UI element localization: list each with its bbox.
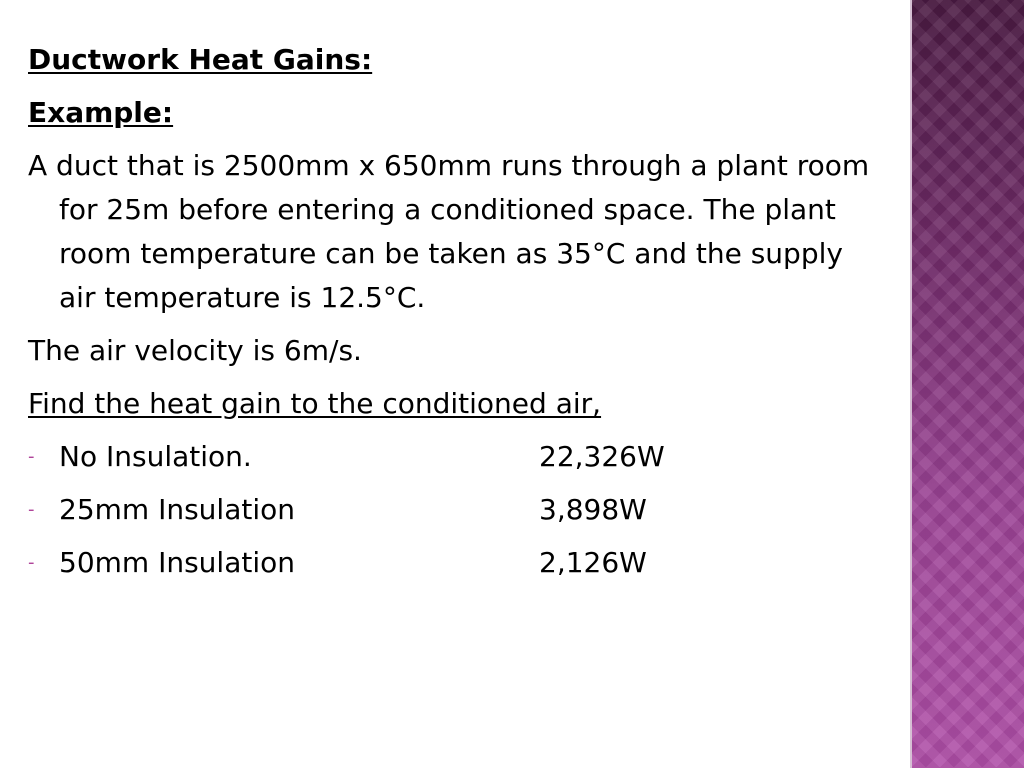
task-line: Find the heat gain to the conditioned air, xyxy=(28,387,602,420)
result-row-25mm-insulation xyxy=(28,488,888,532)
bullet-dash: - xyxy=(28,499,35,520)
result-row-no-insulation xyxy=(28,435,888,479)
decorative-side-panel xyxy=(912,0,1024,768)
result-label: No Insulation. xyxy=(59,440,252,473)
result-value: 22,326W xyxy=(539,440,665,473)
result-row-50mm-insulation xyxy=(28,541,888,585)
slide-heading: Ductwork Heat Gains: xyxy=(28,43,373,76)
slide-content xyxy=(28,38,888,594)
result-label: 50mm Insulation xyxy=(59,546,295,579)
bullet-dash: - xyxy=(28,446,35,467)
result-value: 3,898W xyxy=(539,493,647,526)
velocity-line: The air velocity is 6m/s. xyxy=(28,334,362,367)
result-label: 25mm Insulation xyxy=(59,493,295,526)
example-subheading: Example: xyxy=(28,96,174,129)
result-value: 2,126W xyxy=(539,546,647,579)
bullet-dash: - xyxy=(28,552,35,573)
problem-paragraph: A duct that is 2500mm x 650mm runs through a plant room for 25m before entering a conditioned space. The plant room temperature can be taken as 35°C and the supply air temperature is 12.5°C. xyxy=(28,149,870,314)
